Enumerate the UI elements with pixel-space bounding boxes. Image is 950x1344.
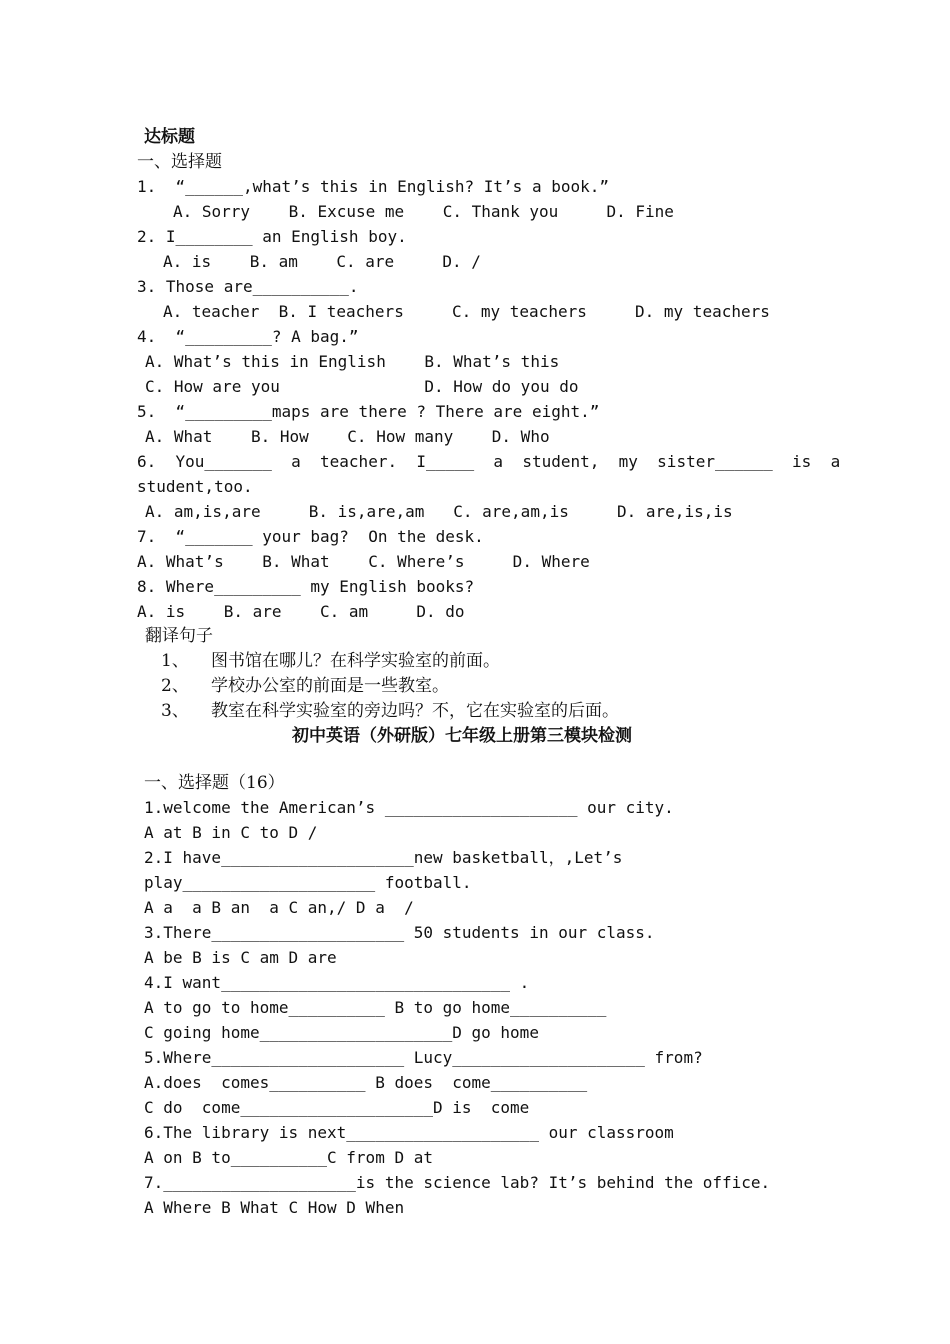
options-line: A at B in C to D / xyxy=(144,823,318,842)
options-line: C do come____________________D is come xyxy=(144,1098,530,1117)
options-line: A on B to__________C from D at xyxy=(144,1148,433,1167)
options-line: A.does comes__________ B does come__________ xyxy=(144,1073,588,1092)
question-4: 4. “_________? A bag.” xyxy=(137,327,359,346)
question-line: 3.There____________________ 50 students in our class. xyxy=(144,923,655,942)
options-line: A be B is C am D are xyxy=(144,948,337,967)
options-line: A Where B What C How D When xyxy=(144,1198,405,1217)
question-3-options: A. teacher B. I teachers C. my teachers D. my teachers xyxy=(163,302,770,321)
translation-item: 教室在科学实验室的旁边吗？不，它在实验室的后面。 xyxy=(211,701,619,721)
translation-heading: 翻译句子 xyxy=(145,626,213,646)
options-line: C going home____________________D go home xyxy=(144,1023,539,1042)
section-heading: 达标题 xyxy=(144,127,195,147)
translation-item: 图书馆在哪儿？在科学实验室的前面。 xyxy=(211,651,500,671)
question-5: 5. “_________maps are there ? There are eight.” xyxy=(137,402,600,421)
question-7: 7. “_______ your bag? On the desk. xyxy=(137,527,484,546)
question-1-options: A. Sorry B. Excuse me C. Thank you D. Fine xyxy=(173,202,674,221)
question-8-options: A. is B. are C. am D. do xyxy=(137,602,465,621)
question-4-options: C. How are you D. How do you do xyxy=(145,377,579,396)
options-line: A to go to home__________ B to go home__________ xyxy=(144,998,607,1017)
translation-item: 学校办公室的前面是一些教室。 xyxy=(211,676,449,696)
question-line: 2.I have____________________new basketball，,Let’s xyxy=(144,848,623,867)
subsection-heading: 一、选择题 xyxy=(137,152,222,172)
question-5-options: A. What B. How C. How many D. Who xyxy=(145,427,550,446)
question-6-continued: student,too. xyxy=(137,477,253,496)
question-2: 2. I________ an English boy. xyxy=(137,227,407,246)
question-8: 8. Where_________ my English books? xyxy=(137,577,475,596)
question-line: 4.I want______________________________ . xyxy=(144,973,530,992)
translation-item-number: 3、 xyxy=(161,701,189,721)
question-6: 6. You_______ a teacher. I_____ a student, my sister______ is a xyxy=(137,452,841,471)
question-line: 6.The library is next____________________ our classroom xyxy=(144,1123,674,1142)
question-7-options: A. What’s B. What C. Where’s D. Where xyxy=(137,552,590,571)
question-line: 1.welcome the American’s ____________________ our city. xyxy=(144,798,674,817)
question-line: 5.Where____________________ Lucy____________________ from? xyxy=(144,1048,703,1067)
options-line: A a a B an a C an,/ D a / xyxy=(144,898,414,917)
test-title: 初中英语（外研版）七年级上册第三模块检测 xyxy=(292,726,632,746)
question-3: 3. Those are__________. xyxy=(137,277,359,296)
question-6-options: A. am,is,are B. is,are,am C. are,am,is D. are,is,is xyxy=(145,502,733,521)
question-line: 7.____________________is the science lab? It’s behind the office. xyxy=(144,1173,771,1192)
subsection-heading: 一、选择题（16） xyxy=(144,773,285,793)
question-1: 1. “______,what’s this in English? It’s a book.” xyxy=(137,177,610,196)
question-line: play____________________ football. xyxy=(144,873,472,892)
question-4-options: A. What’s this in English B. What’s this xyxy=(145,352,560,371)
question-2-options: A. is B. am C. are D. / xyxy=(163,252,481,271)
translation-item-number: 2、 xyxy=(161,676,189,696)
translation-item-number: 1、 xyxy=(161,651,189,671)
